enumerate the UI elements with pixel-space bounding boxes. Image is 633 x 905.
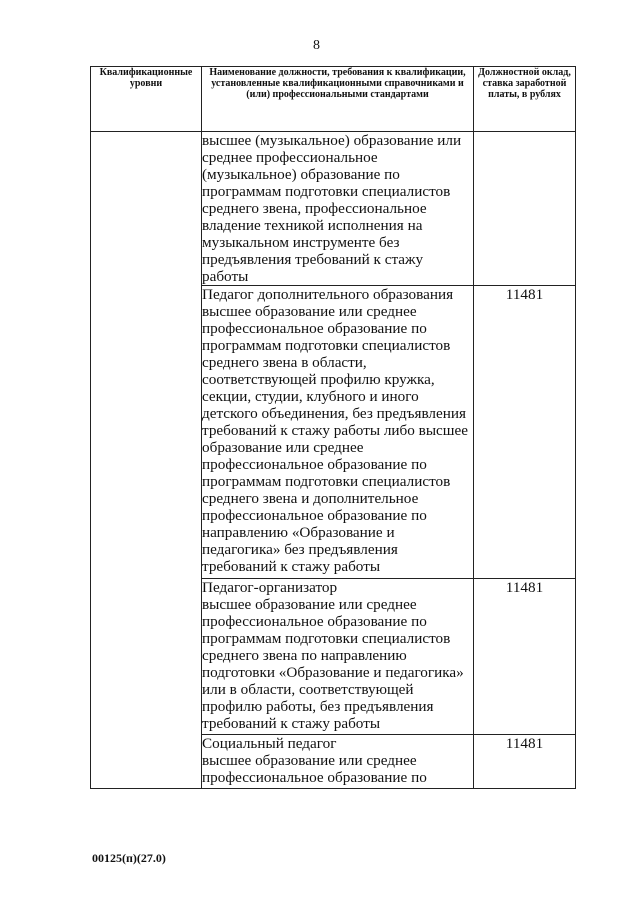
requirements-text: высшее (музыкальное) образование или среднее профессиональное (музыкальное) образование по программам подготовки специалистов среднего звена, профессиональное владение техникой исполнения на музыкальном инструменте без предъявления требований к стажу работы — [202, 132, 462, 285]
salary-cell: 11481 — [474, 286, 576, 579]
page-number: 8 — [313, 38, 320, 53]
header-qualification-levels: Квалификационные уровни — [91, 67, 202, 132]
header-position-requirements: Наименование должности, требования к квалификации, установленные квалификационными справочниками и (или) профессиональными стандартами — [202, 67, 474, 132]
qualification-level-cell — [91, 132, 202, 789]
requirements-text: высшее образование или среднее профессиональное образование по — [202, 752, 427, 786]
requirements-cell — [202, 735, 474, 789]
position-title: Социальный педагог — [202, 735, 337, 752]
salary-cell: 11481 — [474, 579, 576, 735]
requirements-cell — [202, 579, 474, 735]
header-salary: Должностной оклад, ставка заработной платы, в рублях — [474, 67, 576, 132]
position-title: Педагог дополнительного образования — [202, 286, 454, 303]
table-row — [91, 132, 576, 286]
requirements-text: высшее образование или среднее профессиональное образование по программам подготовки специалистов среднего звена по направлению подготовки «Образование и педагогика» или в области, соответствующей профилю работы, без предъявления требований к стажу работы — [202, 596, 464, 732]
requirements-text: высшее образование или среднее профессиональное образование по программам подготовки специалистов среднего звена в области, соответствующей профилю кружка, секции, студии, клубного и иного детского объединения, без предъявления требований к стажу работы либо высшее образование или среднее профессиональное образование по программам подготовки специалистов среднего звена и дополнительное профессиональное образование по направлению «Образование и педагогика» без предъявления требований к стажу работы — [202, 303, 468, 575]
requirements-cell — [202, 132, 474, 286]
table-header-row — [91, 67, 576, 132]
salary-table — [90, 66, 576, 789]
requirements-cell — [202, 286, 474, 579]
document-code: 00125(п)(27.0) — [92, 851, 166, 865]
position-title: Педагог-организатор — [202, 579, 338, 596]
salary-cell: 11481 — [474, 735, 576, 789]
salary-cell — [474, 132, 576, 286]
